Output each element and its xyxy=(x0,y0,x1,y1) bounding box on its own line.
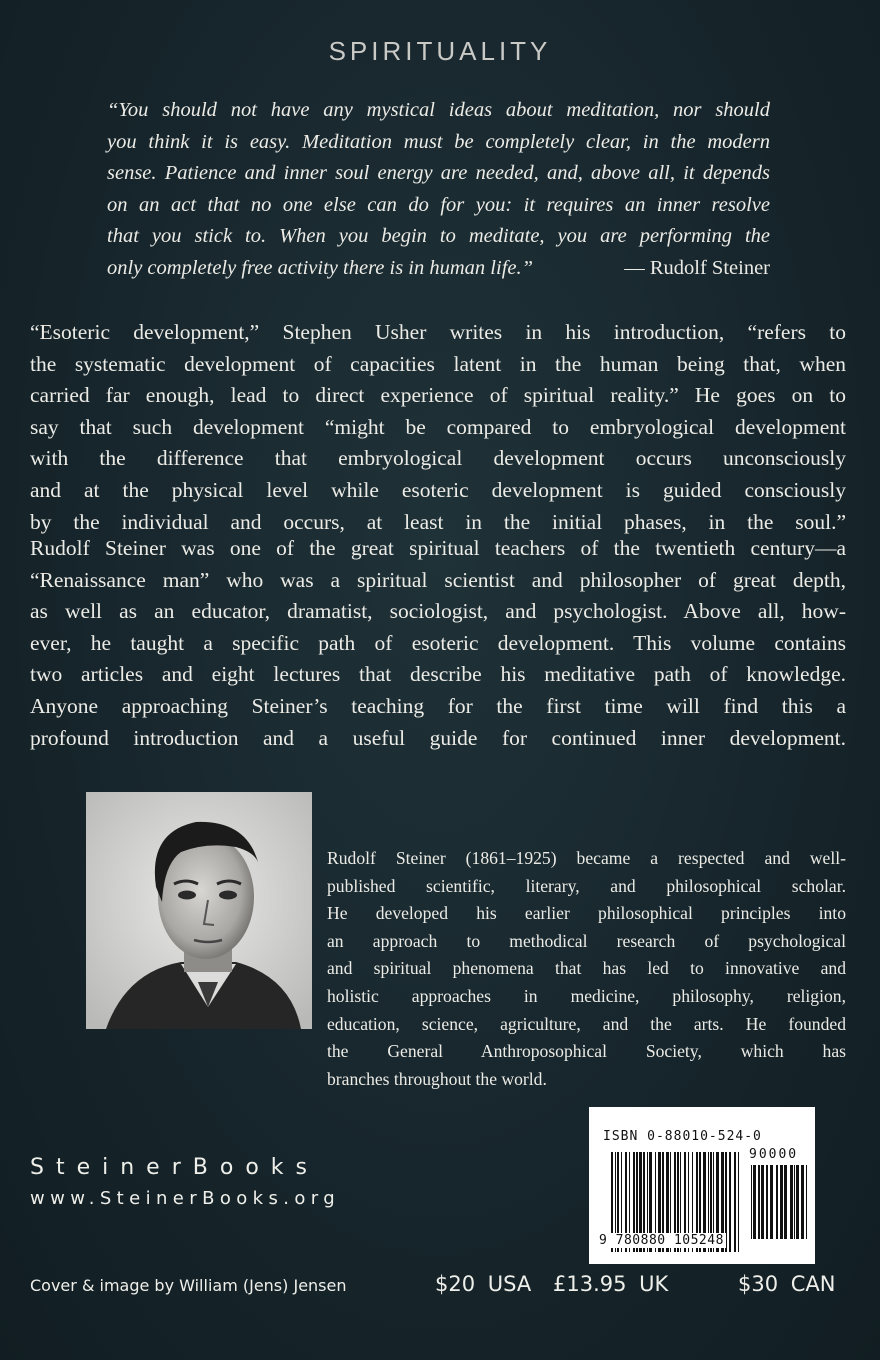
author-portrait xyxy=(86,792,312,1029)
addon-bars xyxy=(751,1165,811,1239)
barcode-bar xyxy=(766,1165,768,1239)
ean-number: 9 780880 105248 xyxy=(599,1233,724,1248)
publisher-url: www.SteinerBooks.org xyxy=(30,1188,341,1209)
bio-line: an approach to methodical research of psychological xyxy=(327,930,846,951)
barcode-bar xyxy=(751,1165,752,1239)
barcode-bar xyxy=(738,1152,739,1252)
bio-line: published scientific, literary, and philosophical scholar. xyxy=(327,875,846,896)
paragraph-line: say that such development “might be compared to embryological development xyxy=(30,414,846,439)
isbn-number: ISBN 0-88010-524-0 xyxy=(603,1129,762,1144)
barcode-bar xyxy=(761,1165,764,1239)
paragraph-line: as well as an educator, dramatist, sociologist, and psychologist. Above all, how- xyxy=(30,599,846,624)
price-uk: £13.95 UK xyxy=(553,1272,669,1296)
price-usa: $20 USA xyxy=(435,1272,532,1296)
quote-attribution: — Rudolf Steiner xyxy=(624,256,770,279)
bio-line: and spiritual phenomena that has led to innovative and xyxy=(327,958,846,979)
barcode-bar xyxy=(770,1165,773,1239)
description-paragraph-1 xyxy=(30,317,846,538)
barcode-bar xyxy=(729,1152,731,1252)
barcode-bar xyxy=(796,1165,799,1239)
author-bio xyxy=(327,845,846,1093)
bio-line: holistic approaches in medicine, philosophy, religion, xyxy=(327,985,846,1006)
quote-line: “You should not have any mystical ideas about meditation, nor should xyxy=(107,99,770,121)
quote-line: that you stick to. When you begin to meditate, you are performing the xyxy=(107,225,770,248)
category-heading: SPIRITUALITY xyxy=(328,36,552,66)
barcode-bar xyxy=(790,1165,793,1239)
barcode-bar xyxy=(806,1165,807,1239)
barcode-bar xyxy=(734,1152,736,1252)
paragraph-line: “Esoteric development,” Stephen Usher writes in his introduction, “refers to xyxy=(30,320,846,344)
barcode-bar xyxy=(776,1165,778,1239)
barcode-bar xyxy=(801,1165,804,1239)
paragraph-line: Anyone approaching Steiner’s teaching for the first time will find this a xyxy=(30,693,846,718)
barcode-bar xyxy=(758,1165,760,1239)
paragraph-line: ever, he taught a specific path of esoteric development. This volume contains xyxy=(30,630,846,655)
quote-last-line xyxy=(107,253,770,285)
paragraph-line: carried far enough, lead to direct experience of spiritual reality.” He goes on to xyxy=(30,383,846,408)
quote-line: you think it is easy. Meditation must be completely clear, in the modern xyxy=(107,130,770,153)
isbn-barcode xyxy=(589,1107,815,1264)
paragraph-line: and at the physical level while esoteric development is guided consciously xyxy=(30,477,846,502)
paragraph-line: with the difference that embryological development occurs unconsciously xyxy=(30,446,846,471)
bio-line: He developed his earlier philosophical principles into xyxy=(327,903,846,924)
paragraph-line: “Renaissance man” who was a spiritual scientist and philosopher of great depth, xyxy=(30,567,846,592)
barcode-bar xyxy=(794,1165,795,1239)
paragraph-line: profound introduction and a useful guide for continued inner development. xyxy=(30,725,846,750)
description-paragraph-2 xyxy=(30,533,846,754)
barcode-bar xyxy=(784,1165,787,1239)
price-addon-code: 90000 xyxy=(749,1147,799,1162)
cover-credit: Cover & image by William (Jens) Jensen xyxy=(30,1276,347,1295)
quote-line: sense. Patience and inner soul energy are needed, and, above all, it depends xyxy=(107,162,770,185)
price-can: $30 CAN xyxy=(738,1272,836,1296)
paragraph-line: two articles and eight lectures that describe his meditative path of knowledge. xyxy=(30,662,846,687)
quote-line: only completely free activity there is in human life.” xyxy=(107,256,534,279)
paragraph-line: the systematic development of capacities latent in the human being that, when xyxy=(30,351,846,376)
barcode-bar xyxy=(753,1165,756,1239)
bio-line: education, science, agriculture, and the arts. He founded xyxy=(327,1013,846,1034)
bio-line: the General Anthroposophical Society, which has xyxy=(327,1041,846,1062)
paragraph-line: by the individual and occurs, at least in the initial phases, in the soul.” xyxy=(30,509,846,534)
bio-line: branches throughout the world. xyxy=(327,1068,547,1089)
quote-line: on an act that no one else can do for you: it requires an inner resolve xyxy=(107,193,770,216)
steiner-quote xyxy=(107,95,770,285)
barcode-bar xyxy=(780,1165,783,1239)
bio-line: Rudolf Steiner (1861–1925) became a respected and well- xyxy=(327,848,846,868)
publisher-name: SteinerBooks xyxy=(30,1155,319,1180)
paragraph-line: Rudolf Steiner was one of the great spiritual teachers of the twentieth century—a xyxy=(30,536,846,560)
